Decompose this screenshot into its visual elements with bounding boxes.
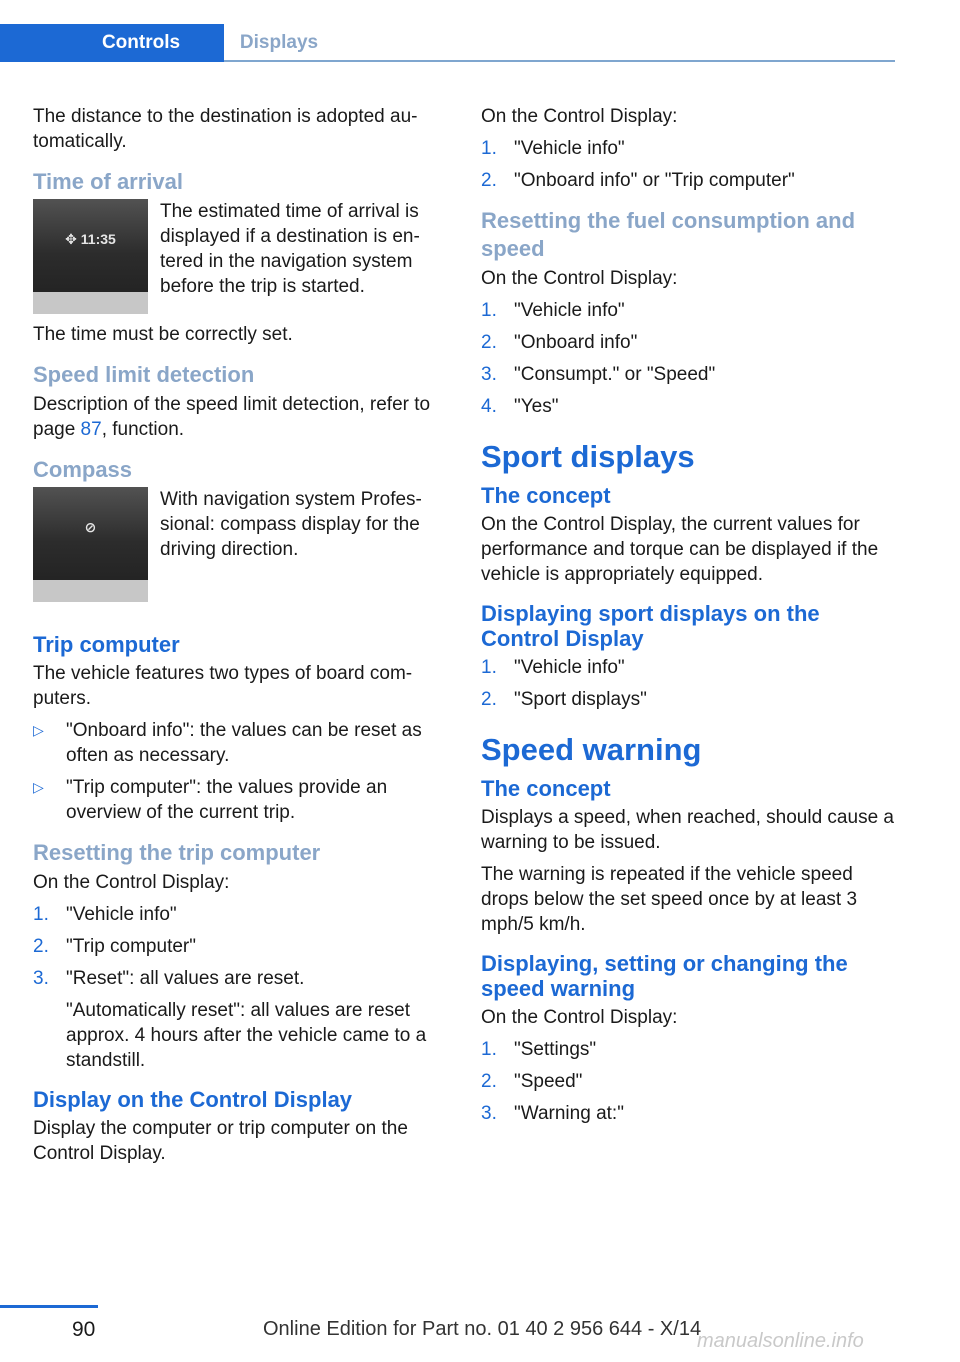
flag-icon: ✥: [65, 231, 77, 247]
tab-controls[interactable]: Controls: [0, 24, 224, 62]
right-steps-a: [481, 136, 896, 193]
heading-display-control-display: Display on the Control Display: [33, 1087, 353, 1112]
sport-steps: [481, 655, 896, 712]
page-number: 90: [72, 1318, 96, 1341]
arrival-time-value: ✥ 11:35: [65, 231, 116, 247]
time-of-arrival-block: [33, 199, 443, 314]
edition-text: Online Edition for Part no. 01 40 2 956 644 - X/14: [263, 1318, 702, 1340]
arrival-time-display-image: [33, 199, 148, 314]
heading-speed-concept: The concept: [481, 776, 611, 801]
compass-display-image: [33, 487, 148, 602]
compass-block: [33, 487, 443, 602]
sport-concept-text: On the Control Display, the current values for performance and torque can be displayed if the vehicle is appropriately equipped.: [481, 514, 879, 585]
speed-warning-intro: On the Control Display:: [481, 1007, 678, 1028]
list-item: ▷ "Trip computer": the values provide an overview of the current trip.: [33, 777, 388, 823]
heading-resetting-trip-computer: Resetting the trip computer: [33, 840, 321, 865]
reset-trip-steps: [33, 902, 443, 1073]
reset-trip-intro: On the Control Display:: [33, 872, 230, 893]
reset-fuel-steps: [481, 298, 896, 419]
heading-sport-displays: Sport displays: [481, 439, 695, 474]
speed-concept-text: Displays a speed, when reached, should cause a warning to be issued.: [481, 807, 894, 853]
list-item: 3. "Warning at:": [481, 1103, 624, 1124]
list-item: 1. "Vehicle info": [481, 138, 625, 159]
speed-warning-steps: [481, 1037, 896, 1126]
list-item: 2. "Onboard info": [481, 332, 638, 353]
list-item: 3. "Consumpt." or "Speed": [481, 364, 716, 385]
list-item: 1. "Vehicle info": [481, 657, 625, 678]
list-item: 3. "Reset": all values are reset. "Automatically reset": all values are reset approx. 4 hours after the vehicle came to a standstill.: [33, 968, 427, 1071]
right-column: [481, 104, 896, 1134]
chapter-header: [0, 24, 895, 62]
speed-limit-text: Description of the speed limit detection, refer to page 87, function.: [33, 394, 431, 440]
list-item: 1. "Settings": [481, 1039, 597, 1060]
list-item: 2. "Speed": [481, 1071, 583, 1092]
heading-trip-computer: Trip computer: [33, 632, 180, 657]
list-item: 2. "Trip computer": [33, 936, 196, 957]
watermark: manualsonline.info: [697, 1330, 864, 1352]
right-intro: On the Control Display:: [481, 106, 678, 127]
tab-displays[interactable]: Displays: [239, 32, 319, 53]
speed-repeat-text: The warning is repeated if the vehicle speed drops below the set speed once by at least 3 mph/5 km/h.: [481, 864, 858, 935]
time-of-arrival-text: The estimated time of arrival is displayed if a destination is en‐ tered in the navigation system before the trip is started.: [160, 201, 420, 297]
heading-resetting-fuel: Resetting the fuel consumption and speed: [481, 208, 856, 261]
heading-speed-warning: Speed warning: [481, 732, 702, 767]
heading-speed-limit: Speed limit detection: [33, 362, 255, 387]
intro-text: The distance to the destination is adopted au‐ tomatically.: [33, 106, 418, 152]
triangle-bullet-icon: ▷: [33, 722, 44, 738]
display-control-display-text: Display the computer or trip computer on the Control Display.: [33, 1118, 408, 1164]
heading-setting-speed-warning: Displaying, setting or changing the speed warning: [481, 951, 848, 1001]
list-item: 2. "Sport displays": [481, 689, 647, 710]
heading-time-of-arrival: Time of arrival: [33, 169, 183, 194]
heading-sport-concept: The concept: [481, 483, 611, 508]
list-item: 1. "Vehicle info": [33, 904, 177, 925]
list-item: 2. "Onboard info" or "Trip computer": [481, 170, 795, 191]
heading-compass: Compass: [33, 457, 133, 482]
triangle-bullet-icon: ▷: [33, 779, 44, 795]
heading-displaying-sport: Displaying sport displays on the Control Display: [481, 601, 820, 651]
footer-rule: [0, 1305, 98, 1308]
list-item: ▷ "Onboard info": the values can be reset as often as necessary.: [33, 720, 422, 766]
left-column: [33, 104, 443, 1173]
list-item: 1. "Vehicle info": [481, 300, 625, 321]
compass-icon: ⊘: [84, 519, 97, 535]
compass-text: With navigation system Profes‐ sional: compass display for the driving direction.: [160, 489, 422, 560]
list-item: 4. "Yes": [481, 396, 559, 417]
trip-computer-list: [33, 718, 443, 825]
reset-fuel-intro: On the Control Display:: [481, 268, 678, 289]
time-note: The time must be correctly set.: [33, 324, 293, 345]
page-reference-link[interactable]: 87: [80, 419, 102, 440]
trip-computer-text: The vehicle features two types of board com‐ puters.: [33, 663, 413, 709]
